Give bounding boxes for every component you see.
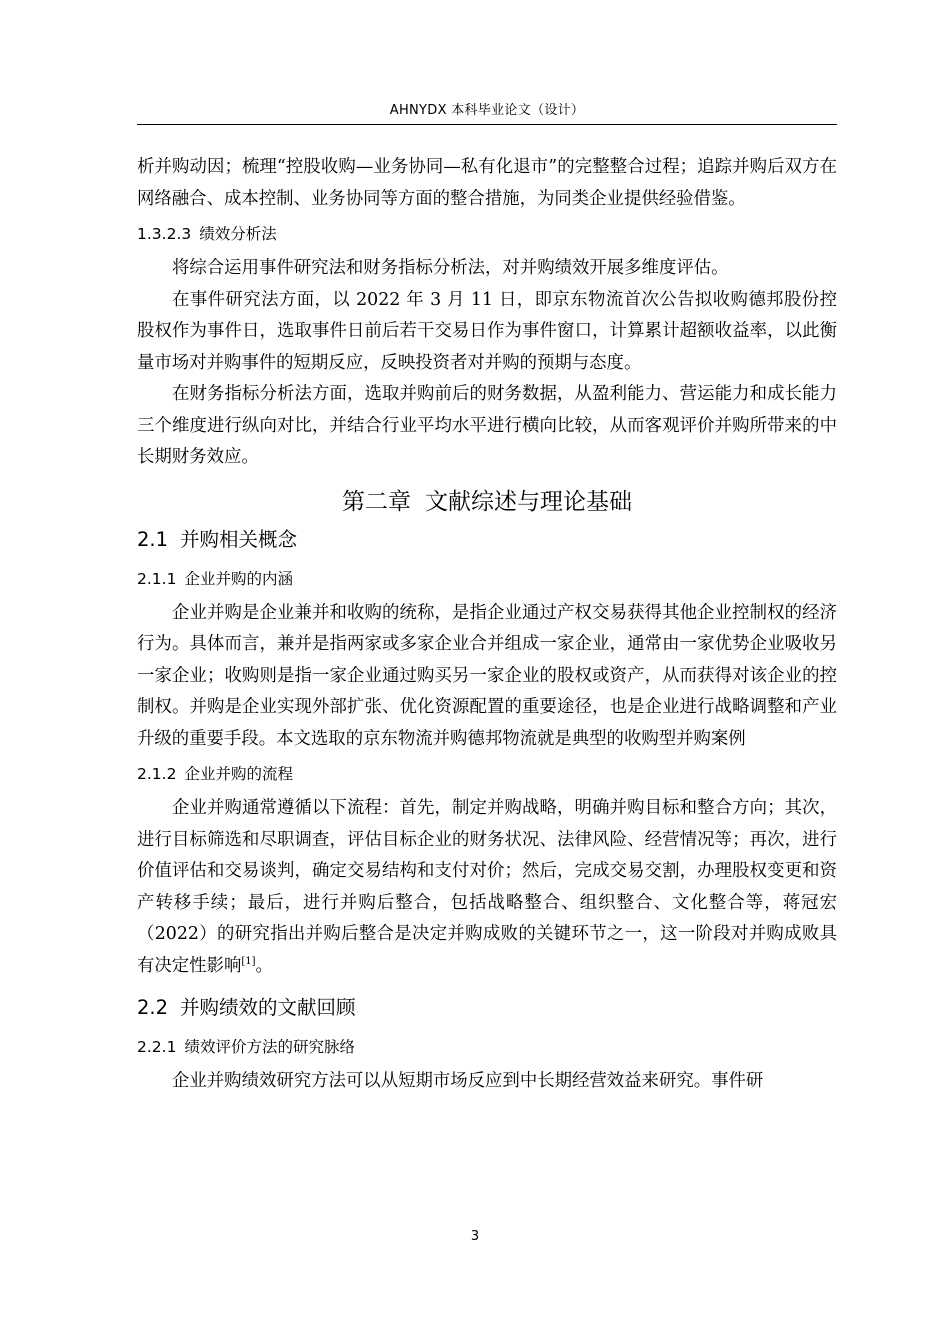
- heading-text: 企业并购的流程: [184, 765, 293, 783]
- heading-number: 2.1.2: [137, 765, 177, 783]
- heading-2-1-1: [137, 560, 837, 598]
- heading-text: 并购绩效的文献回顾: [180, 996, 356, 1019]
- heading-number: 2.1.1: [137, 569, 177, 588]
- page-content: [137, 152, 837, 1098]
- paragraph-performance-intro: 将综合运用事件研究法和财务指标分析法，对并购绩效开展多维度评估。: [172, 258, 729, 278]
- heading-2-2-1: [137, 1028, 837, 1066]
- paragraph-mna-process: [137, 793, 837, 982]
- heading-1-3-2-3: [137, 215, 837, 253]
- running-header: AHNYDX 本科毕业论文（设计）: [389, 103, 585, 118]
- chapter-title: [137, 474, 837, 524]
- heading-number: 2.2: [137, 996, 169, 1019]
- paragraph-continued: 析并购动因；梳理“控股收购—业务协同—私有化退市”的完整整合过程；追踪并购后双方在网络融合、成本控制、业务协同等方面的整合措施，为同类企业提供经验借鉴。: [137, 157, 837, 209]
- paragraph-financial-indicators: 在财务指标分析法方面，选取并购前后的财务数据，从盈利能力、营运能力和成长能力三个维度进行纵向对比，并结合行业平均水平进行横向比较，从而客观评价并购所带来的中长期财务效应。: [137, 384, 837, 467]
- paragraph-end: 。: [255, 955, 273, 976]
- paragraph-evaluation-methods: 企业并购绩效研究方法可以从短期市场反应到中长期经营效益来研究。事件研: [172, 1071, 764, 1091]
- heading-text: 绩效分析法: [199, 225, 277, 243]
- header-rule: [137, 124, 837, 125]
- citation-ref[interactable]: [1]: [241, 955, 256, 967]
- heading-text: 并购相关概念: [180, 527, 298, 551]
- heading-2-1-2: [137, 755, 837, 793]
- paragraph-mna-definition: 企业并购是企业兼并和收购的统称，是指企业通过产权交易获得其他企业控制权的经济行为。具体而言，兼并是指两家或多家企业合并组成一家企业，通常由一家优势企业吸收另一家企业；收购则是指一家企业通过购买另一家企业的股权或资产，从而获得对该企业的控制权。并购是企业实现外部扩张、优化资源配置的重要途径，也是企业进行战略调整和产业升级的重要手段。本文选取的京东物流并购德邦物流就是典型的收购型并购案例: [137, 602, 837, 749]
- paragraph-event-study: 在事件研究法方面，以 2022 年 3 月 11 日，即京东物流首次公告拟收购德邦股份控股权作为事件日，选取事件日前后若干交易日作为事件窗口，计算累计超额收益率，以此衡量市场对并购事件的短期反应，反映投资者对并购的预期与态度。: [137, 289, 837, 373]
- heading-2-2: [137, 982, 837, 1028]
- paragraph-text: 企业并购通常遵循以下流程：首先，制定并购战略，明确并购目标和整合方向；其次，进行目标筛选和尽职调查，评估目标企业的财务状况、法律风险、经营情况等；再次，进行价值评估和交易谈判，确定交易结构和支付对价；然后，完成交易交割，办理股权变更和资产转移手续；最后，进行并购后整合，包括战略整合、组织整合、文化整合等，蒋冠宏（2022）的研究指出并购后整合是决定并购成败的关键环节之一，这一阶段对并购成败具有决定性影响: [137, 798, 837, 976]
- chapter-text: 文献综述与理论基础: [425, 488, 632, 515]
- page-number: 3: [470, 1229, 480, 1244]
- chapter-number: 第二章: [342, 488, 411, 515]
- heading-number: 2.2.1: [137, 1038, 177, 1056]
- heading-number: 2.1: [137, 527, 169, 551]
- heading-2-1: [137, 524, 837, 560]
- heading-number: 1.3.2.3: [137, 225, 192, 243]
- heading-text: 企业并购的内涵: [184, 569, 293, 588]
- heading-text: 绩效评价方法的研究脉络: [184, 1038, 355, 1056]
